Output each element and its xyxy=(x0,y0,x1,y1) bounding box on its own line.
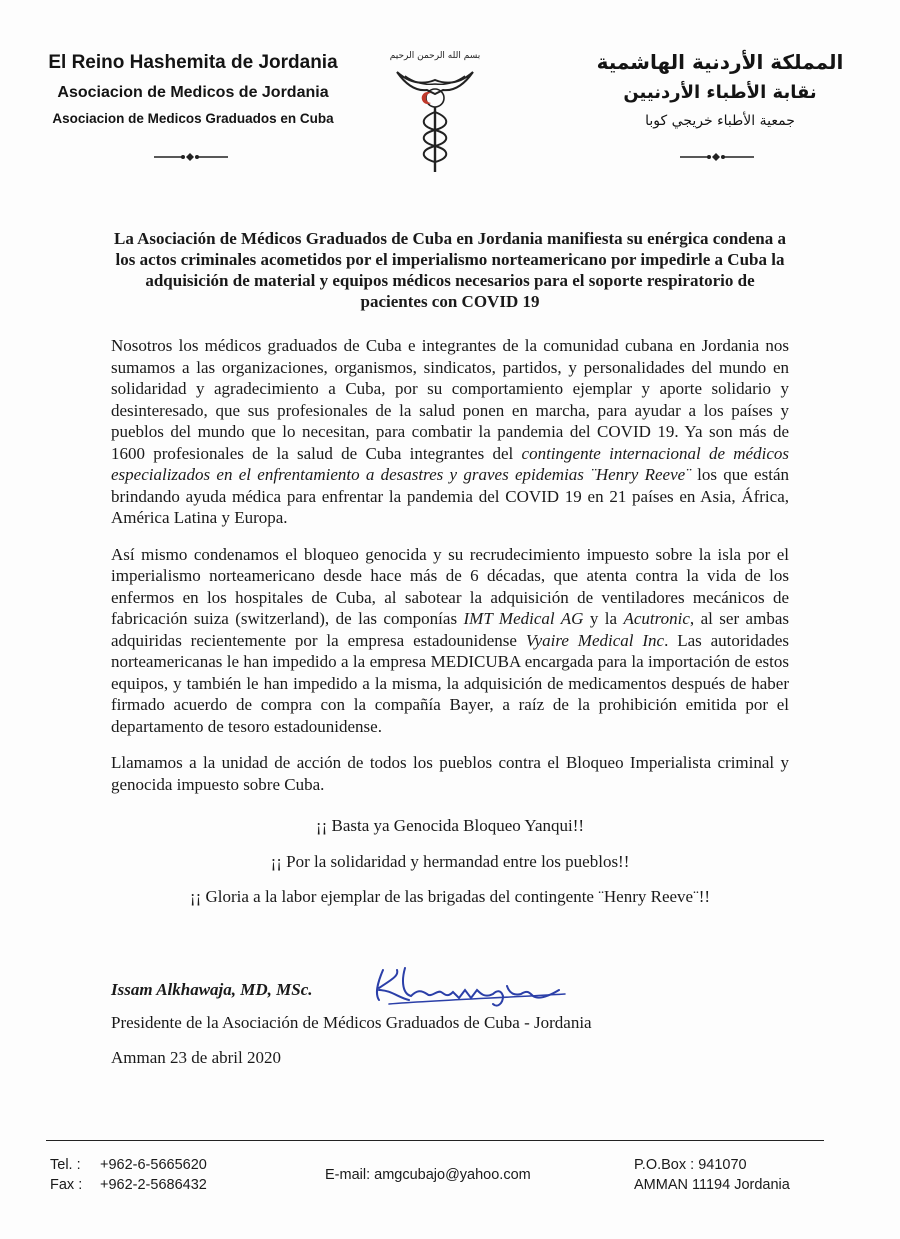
association-name-ar: نقابة الأطباء الأردنيين xyxy=(623,82,817,103)
po-box: P.O.Box : 941070 xyxy=(634,1157,747,1173)
letter-body xyxy=(111,335,789,920)
slogan-3: ¡¡ Gloria a la labor ejemplar de las brigadas del contingente ¨Henry Reeve¨!! xyxy=(189,887,711,906)
footer-phone-fax xyxy=(50,1155,207,1195)
paragraph-call-to-action: Llamamos a la unidad de acción de todos los pueblos contra el Bloqueo Imperialista criminal y genocida impuesto sobre Cuba. xyxy=(111,753,789,794)
fax-number: +962-2-5686432 xyxy=(100,1177,207,1193)
letter-date: Amman 23 de abril 2020 xyxy=(111,1048,281,1067)
letterhead-left xyxy=(38,52,348,126)
handwritten-signature xyxy=(369,960,569,1008)
graduates-association-ar: جمعية الأطباء خريجي كوبا xyxy=(645,113,795,129)
paragraph-text: . Las autoridades norteamericanas le han impedido a la empresa MEDICUBA encargada para la importación de estos equipos, y también le han impedido a la misma, la adquisición de medicamentos después de haber firmado acuerdo de compra con la compañía Bayer, a raíz de la prohibición emitida por el departamento de tesoro estadounidense. xyxy=(111,630,789,736)
company-vyaire: Vyaire Medical Inc xyxy=(525,630,665,650)
letter-title: La Asociación de Médicos Graduados de Cuba en Jordania manifiesta su enérgica condena a los actos criminales acometidos por el imperialismo norteamericano por impedirle a Cuba la adquisición de material y equipos médicos necesarios para el soporte respiratorio de pacientes con COVID 19 xyxy=(113,229,786,311)
paragraph-blockade xyxy=(111,544,789,738)
paragraph-text: , al ser ambas adquiridas recientemente por la empresa estadounidense xyxy=(111,609,789,650)
caduceus-emblem-icon xyxy=(385,40,485,180)
footer-divider xyxy=(46,1140,824,1141)
henry-reeve-contingent: contingente internacional de médicos especializados en el enfrentamiento a desastres y graves epidemias ¨Henry Reeve¨ xyxy=(111,443,789,484)
footer-address xyxy=(634,1155,790,1195)
slogan-2: ¡¡ Por la solidaridad y hermandad entre los pueblos!! xyxy=(270,851,630,871)
tel-number: +962-6-5665620 xyxy=(100,1157,207,1173)
paragraph-text: Así mismo condenamos el bloqueo genocida y su recrudecimiento impuesto sobre la isla por el imperialismo norteamericano desde hace más de 6 décadas, que atenta contra la vida de los enfermos en los hospitales de Cuba, al sabotear la adquisición de ventiladores mecánicos de fabricación suiza (switzerland), de las componías xyxy=(111,544,789,628)
slogan-1: ¡¡ Basta ya Genocida Bloqueo Yanqui!! xyxy=(315,816,585,835)
signatory-title: Presidente de la Asociación de Médicos Graduados de Cuba - Jordania xyxy=(111,1013,592,1032)
ornament-left-icon xyxy=(152,150,232,164)
paragraph-text: Nosotros los médicos graduados de Cuba e integrantes de la comunidad cubana en Jordania nos sumamos a las organizaciones, organismos, sindicatos, partidos, y personalidades del mundo en solidaridad y agradecimiento a Cuba, por su comportamiento ejemplar y aporte solidario y desinteresado, que sus profesionales de la salud ponen en marcha, para ayudar a los países y pueblos del mundo que lo necesitan, para combatir la pandemia del COVID 19. Ya son más de 1600 profesionales de la salud de Cuba integrantes del xyxy=(111,336,789,463)
association-name-es: Asociacion de Medicos de Jordania xyxy=(57,84,329,101)
company-acutronic: Acutronic xyxy=(623,609,690,628)
company-imt-medical: IMT Medical AG xyxy=(463,609,584,628)
graduates-association-es: Asociacion de Medicos Graduados en Cuba xyxy=(52,111,334,126)
fax-label: Fax : xyxy=(50,1177,83,1193)
signatory-name: Issam Alkhawaja, MD, MSc. xyxy=(111,980,313,999)
paragraph-text: y la xyxy=(583,609,624,628)
ornament-right-icon xyxy=(678,150,758,164)
paragraph-text: los que están brindando ayuda médica para enfrentar la pandemia del COVID 19 en 21 países en Asia, África, América Latina y Europa. xyxy=(111,465,789,527)
kingdom-name-es: El Reino Hashemita de Jordania xyxy=(48,52,338,73)
paragraph-solidarity xyxy=(111,335,789,529)
tel-label: Tel. : xyxy=(50,1157,81,1173)
footer-email: E-mail: amgcubajo@yahoo.com xyxy=(325,1167,531,1183)
city-address: AMMAN 11194 Jordania xyxy=(634,1177,790,1193)
letterhead-right xyxy=(590,50,850,129)
signature-block xyxy=(111,980,791,1068)
kingdom-name-ar: المملكة الأردنية الهاشمية xyxy=(596,50,844,74)
emblem-caption: بسم الله الرحمن الرحيم xyxy=(389,51,481,61)
